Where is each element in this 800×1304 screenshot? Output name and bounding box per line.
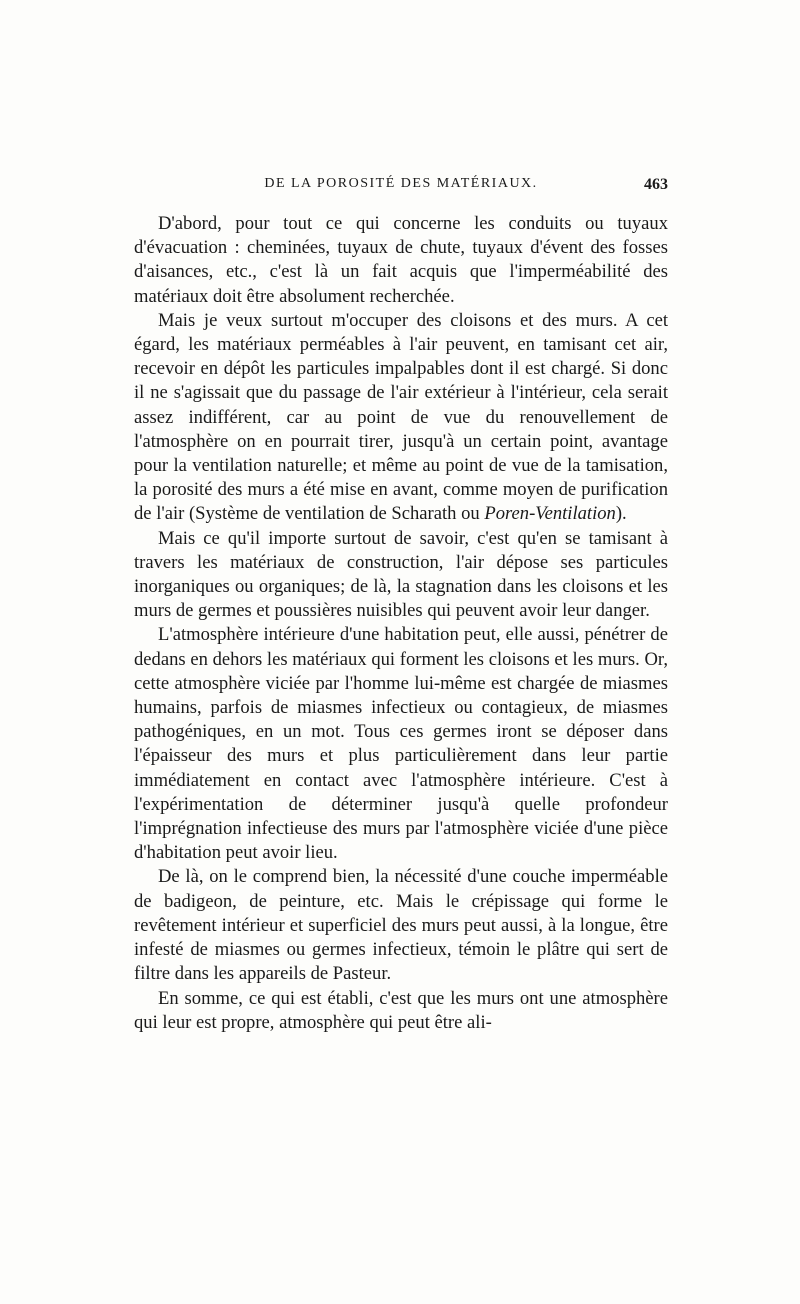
running-title: DE LA POROSITÉ DES MATÉRIAUX. bbox=[264, 176, 538, 191]
paragraph-text-end: ). bbox=[615, 503, 627, 525]
paragraph bbox=[134, 623, 668, 865]
paragraph-text: De là, on le comprend bien, la nécessité d'une couche imperméable de badigeon, de peinture, etc. Mais le crépissage qui forme le revêtement intérieur et superficiel des murs peut aussi, à la longue, être infesté de miasmes ou germes infectieux, témoin le plâtre qui sert de filtre dans les appareils de Pasteur. bbox=[134, 866, 668, 985]
running-head bbox=[134, 176, 668, 200]
body-text bbox=[134, 212, 668, 1035]
paragraph bbox=[134, 527, 668, 624]
paragraph-text: D'abord, pour tout ce qui concerne les conduits ou tuyaux d'évacuation : cheminées, tuyaux de chute, tuyaux d'évent des fosses d'aisances, etc., c'est là un fait acquis que l'imperméabilité des matériaux doit être absolument recherchée. bbox=[134, 213, 668, 307]
paragraph bbox=[134, 865, 668, 986]
paragraph bbox=[134, 987, 668, 1035]
page-number: 463 bbox=[644, 176, 668, 193]
paragraph bbox=[134, 212, 668, 309]
paragraph-text: L'atmosphère intérieure d'une habitation peut, elle aussi, pénétrer de dedans en dehors les matériaux qui forment les cloisons et les murs. Or, cette atmosphère viciée par l'homme lui-même est chargée de miasmes humains, parfois de miasmes infectieux ou contagieux, de miasmes pathogéniques, en un mot. Tous ces germes iront se déposer dans l'épaisseur des murs et plus particulièrement dans leur partie immédiatement en contact avec l'atmosphère intérieure. C'est à l'expérimentation de déterminer jusqu'à quelle profondeur l'imprégnation infectieuse des murs par l'atmosphère viciée d'une pièce d'habitation peut avoir lieu. bbox=[134, 624, 668, 864]
paragraph-text: Mais ce qu'il importe surtout de savoir, c'est qu'en se tamisant à travers les matériaux de construction, l'air dépose ses particules inorganiques ou organiques; de là, la stagnation dans les cloisons et les murs de germes et poussières nuisibles qui peuvent avoir leur danger. bbox=[134, 527, 668, 622]
paragraph-text: Mais je veux surtout m'occuper des cloisons et des murs. A cet égard, les matériaux perméables à l'air peuvent, en tamisant cet air, recevoir en dépôt les particules impalpables dont il est chargé. Si donc il ne s'agissait que du passage de l'air extérieur à l'intérieur, cela serait assez indifférent, car au point de vue du renouvellement de l'atmosphère on en pourrait tirer, jusqu'à un certain point, avantage pour la ventilation naturelle; et même au point de vue de la tamisation, la porosité des murs a été mise en avant, comme moyen de purification de l'air (Système de ventilation de Scharath ou bbox=[134, 309, 668, 525]
paragraph-italic-text: Poren-Ventilation bbox=[484, 503, 616, 525]
paragraph-text: En somme, ce qui est établi, c'est que les murs ont une atmosphère qui leur est propre, atmosphère qui peut être ali- bbox=[134, 987, 668, 1033]
paragraph bbox=[134, 309, 668, 527]
